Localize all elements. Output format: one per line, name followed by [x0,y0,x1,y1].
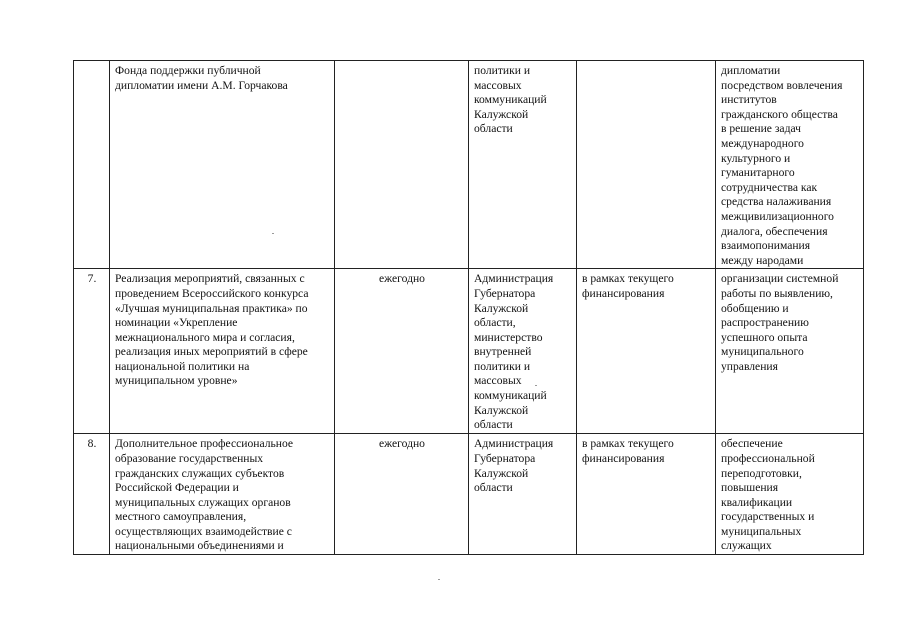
scan-speck [535,385,537,386]
event-executor: Администрация Губернатора Калужской области [469,434,577,555]
event-description: Фонда поддержки публичной дипломатии имени А.М. Горчакова [110,61,335,269]
row-number [74,61,110,269]
event-description: Реализация мероприятий, связанных с проведением Всероссийского конкурса «Лучшая муниципальная практика» по номинации «Укрепление межнационального мира и согласия, реализация иных мероприятий в сфере национальной политики на муниципальном уровне» [110,269,335,434]
table-row [74,269,864,434]
table-row [74,434,864,555]
event-period: ежегодно [335,269,469,434]
event-executor: политики и массовых коммуникаций Калужской области [469,61,577,269]
event-financing: в рамках текущего финансирования [577,269,716,434]
event-result: обеспечение профессиональной переподготовки, повышения квалификации государственных и муниципальных служащих [716,434,864,555]
event-result: организации системной работы по выявлению, обобщению и распространению успешного опыта муниципального управления [716,269,864,434]
event-description: Дополнительное профессиональное образование государственных гражданских служащих субъектов Российской Федерации и муниципальных служащих органов местного самоуправления, осуществляющих взаимодействие с национальными объединениями и [110,434,335,555]
row-number: 7. [74,269,110,434]
scan-speck [438,579,440,580]
event-period: ежегодно [335,434,469,555]
table-row [74,61,864,269]
event-financing [577,61,716,269]
row-number: 8. [74,434,110,555]
event-period [335,61,469,269]
event-result: дипломатии посредством вовлечения институтов гражданского общества в решение задач международного культурного и гуманитарного сотрудничества как средства налаживания межцивилизационного диалога, обеспечения взаимопонимания между народами [716,61,864,269]
event-executor: Администрация Губернатора Калужской области, министерство внутренней политики и массовых коммуникаций Калужской области [469,269,577,434]
event-financing: в рамках текущего финансирования [577,434,716,555]
scan-speck [272,233,274,234]
events-table [73,60,864,555]
